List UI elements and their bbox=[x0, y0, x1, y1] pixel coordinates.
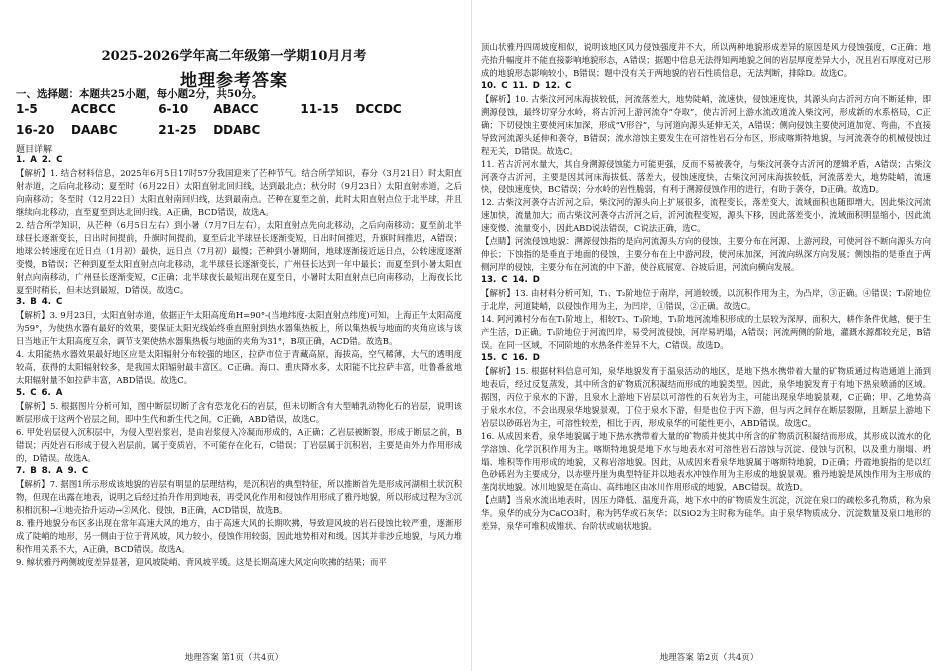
explanation-paragraph: 【解析】13. 由材料分析可知，T₁、T₂阶地位于南岸，河道较缓，以沉积作用为主，为凸岸，③正确。④错误；T₃阶地位于北岸，河道陡峭，以侵蚀作用为主，为凹岸，①错误，②正确。故选C。 bbox=[481, 288, 931, 312]
answer-line: 15. C 16. D bbox=[481, 352, 540, 363]
explanation-paragraph: 12. 古柴汶河袭夺古沂河之后，柴汶河的源头向上扩展很多，流程变长，落差变大，流域面积也随即增大，因此柴汶河流速加快，流量加大；而古柴汶河袭夺古沂河之后，沂河流程变短，源头下移，因此落差变小，流域面积明显缩小，因此流速变慢、流量变小，因此ABD说法错误，C说法正确，选C。 bbox=[481, 197, 931, 234]
answer-key-row-1 bbox=[16, 102, 438, 116]
explanation-paragraph: 4. 太阳能热水器效果最好地区应是太阳辐射分布较强的地区，拉萨市位于青藏高原，海拔高，空气稀薄，大气的透明度较高，获得的太阳辐射较多，是我国太阳辐射最丰富区。C正确。海口、重庆降水多，太阳能不比拉萨丰富，吐鲁番盆地太阳辐射量不如拉萨丰富，ABD错误。故选C。 bbox=[16, 349, 462, 386]
page-footer: 地理答案 第2页（共4页） bbox=[659, 653, 759, 663]
key-range: 1-5 bbox=[16, 102, 38, 116]
explanation-paragraph: 9. 鲸状雅丹两侧坡度差异显著，迎风坡陡峭、背风坡平缓。这是长期高速大风定向吹拂的结果；而平 bbox=[16, 556, 387, 567]
tip-paragraph: 【点睛】河流侵蚀地貌：溯源侵蚀指的是向河流源头方向的侵蚀，主要分布在河源、上游河段，可使河谷不断向源头方向伸长；下蚀指的是垂直于地面的侵蚀，主要分布在上中游河段，使河床加深，河流向纵深方向发展；侧蚀指的是垂直于两侧河岸的侵蚀，主要分布在河流的中下游，使谷底展宽、谷坡后退，河流向横向发展。 bbox=[481, 236, 931, 273]
explanation-paragraph: 【解析】1. 结合材料信息，2025年6月5日17时57分我国迎来了芒种节气。结合所学知识，春分（3月21日）时太阳直射赤道，之后向北移动；夏至时（6月22日）太阳直射北回归线，达到最北点；秋分时（9月23日）太阳直射赤道，之后向南移动；冬至时（12月22日）太阳直射南回归线，达到最南点。芒种在夏至之前，此时太阳直射点位于北半球，并且继续向北移动，直至夏至到达北回归线。A正确，BCD错误，故选A。 bbox=[16, 167, 462, 217]
explanation-paragraph: 【解析】15. 根据材料信息可知，泉华地貌发育于温泉活动的地区，是地下热水携带着大量的矿物质通过构造通道上涌到地表后，经过反复蒸发，其中所含的矿物质沉积凝结而形成的地貌类型。因此，泉华地貌发育于有地下热泉喷涌的区域。据图，丙位于泉水的下游，且泉水上游地下岩层以可溶性的石灰岩为主，可能出现泉华地貌景观，C正确；甲、乙地势高于泉水水位，不会出现泉华地貌景观，丁位于泉水下游，但是也位于丙下游，但与丙之间存在断层裂隙，且断层上游地下岩层以砂砾岩为主，可溶性较差，相比于丙，形成泉华的可能性更小，ABD错误。故选C。 bbox=[481, 365, 931, 428]
key-range: 21-25 bbox=[158, 123, 197, 137]
page-divider bbox=[471, 0, 472, 671]
key-range: 6-10 bbox=[158, 102, 189, 116]
page-footer: 地理答案 第1页（共4页） bbox=[184, 653, 284, 663]
explanations-right bbox=[481, 41, 931, 533]
explanation-paragraph: 【解析】5. 根据图片分析可知，图中断层切断了含有恐龙化石的岩层，但未切断含有大型哺乳动物化石的岩层，说明该断层形成于这两个岩层之间，即中生代和新生代之间，C正确，ABD错误，故选C。 bbox=[16, 401, 462, 425]
answer-line: 1. A 2. C bbox=[16, 155, 63, 165]
section-heading: 一、选择题：本题共25小题，每小题2分，共50分。 bbox=[16, 88, 263, 100]
detail-label: 题目详解 bbox=[16, 145, 53, 155]
exam-title: 2025-2026学年高二年级第一学期10月月考 bbox=[101, 49, 367, 64]
key-answers: ACBCC bbox=[71, 102, 116, 116]
answer-key-row-2 bbox=[16, 123, 296, 137]
key-answers: DDABC bbox=[213, 123, 261, 137]
key-answers: ABACC bbox=[213, 102, 259, 116]
answer-page-2 bbox=[475, 0, 943, 671]
explanation-paragraph: 6. 甲处岩层侵入沉积层中，为侵入型岩浆岩，是由岩浆侵入冷凝而形成的，A正确；乙岩层被断裂，形成于断层之前，B错误；丙处岩石形成于侵入岩层前，属于变质岩，不可能存在化石，C错误；丁岩层属于沉积岩，主要是由外力作用形成的，D错误。故选A。 bbox=[16, 427, 462, 463]
explanation-paragraph: 8. 雅丹地貌分布区多出现在常年高速大风的地方，由于高速大风的长期吹拂，导致迎风坡的岩石侵蚀比较严重，逐渐形成了陡峭的地形，另一侧由于位于背风坡，风力较小，侵蚀作用较弱，因此地势相对和缓。因其并非沙丘地貌，与风力堆积作用关系不大，A正确，BCD错误。故选A。 bbox=[16, 517, 462, 554]
tip-paragraph: 【点睛】当泉水流出地表时，因压力降低、温度升高，地下水中的矿物质发生沉淀，沉淀在泉口的疏松多孔物质，称为泉华。泉华的成分为CaCO3时，称为钙华或石灰华；以SiO2为主时称为硅华。由于泉华物质成分、沉淀数量及泉口地形的差异，泉华可堆积成锥状、台阶状或扇状地貌。 bbox=[481, 495, 931, 532]
explanation-paragraph: 【解析】7. 据图1所示形成该地貌的岩层有明显的层理结构，是沉积岩的典型特征，所以推断首先是形成河湖相土状沉积物，但现在出露在地表，说明之后经过抬升作用到地表，再受风化作用和侵蚀作用形成了雅丹地貌，所以形成过程为③沉积相沉积→①地壳抬升运动→②风化、侵蚀，B正确，ACD错误，故选B。 bbox=[16, 478, 462, 515]
key-range: 11-15 bbox=[300, 102, 339, 116]
answer-line: 3. B 4. C bbox=[16, 297, 63, 308]
explanations-left bbox=[16, 154, 462, 569]
explanation-paragraph: 【解析】10. 古柴汶河河床海拔较低，河流落差大，地势陡峭，流速快，侵蚀速度快，其源头向古沂河方向不断延伸，即溯源侵蚀，最终切穿分水岭，将古沂河上游河流夺“夺取”，使古沂河上游水流改道流入柴汶河，形成新的水系格局，C正确；下切侵蚀主要使河床加深，形成“V形谷”，与河道向源头延伸无关，A错误；侧向侵蚀主要使河道加宽、弯曲，不直接导致河流源头延伸和袭夺，B错误；流水溶蚀主要发生在可溶性岩石分布区，形成喀斯特地貌，与河流袭夺的机械侵蚀过程无关，D错误。故选C。 bbox=[481, 93, 931, 156]
explanation-paragraph: 2. 结合所学知识，从芒种（6月5日左右）到小暑（7月7日左右），太阳直射点先向北移动，之后向南移动；夏至前北半球昼长逐渐变长，日出时间提前，升旗时间提前，夏至后北半球昼长逐渐变短，日出时间推迟，升旗时间推迟，A错误；地球公转速度在近日点（1月初）最快，远日点（7月初）最慢；芒种到小暑期间，地球逐渐接近远日点，公转速度逐渐变慢，B错误；芒种到夏至太阳直射点向北移动，北半球昼长逐渐变长，广州昼长达到一年中最长；而夏至到小暑太阳直射点向南移动，广州昼长逐渐变短，C正确；北半球夜长最短出现在夏至日，小暑时太阳直射点已向南移动，上海夜长比夏至时稍长，但未达到最短，D错误。故选C。 bbox=[16, 219, 462, 295]
answer-line: 13. C 14. D bbox=[481, 275, 540, 286]
answer-page-1 bbox=[0, 0, 468, 671]
key-answers: DCCDC bbox=[355, 102, 402, 116]
answer-line: 10. C 11. D 12. C bbox=[481, 80, 572, 91]
key-range: 16-20 bbox=[16, 123, 55, 137]
explanation-paragraph: 11. 若古沂河水量大，其自身溯源侵蚀能力可能更强，反而不易被袭夺，与柴汶河袭夺古沂河的逻辑矛盾，A错误；古柴汶河袭夺古沂河，主要是因其河床海拔低、落差大，侵蚀速度快，古柴汶河河床海拔较低，河流落差大，地势陡峭，流速快，侵蚀速度快，BC错误；分水岭的岩性脆弱，有利于溯源侵蚀作用的进行，有助于袭夺，D正确。故选D。 bbox=[481, 158, 931, 195]
explanation-paragraph: 16. 从成因来看，泉华地貌属于地下热水携带着大量的矿物质并使其中所含的矿物质沉积凝结而形成，其形成以流水的化学溶蚀、化学沉积作用为主。喀斯特地貌是地下水与地表水对可溶性岩石溶蚀与沉淀、侵蚀与沉积，以及重力崩塌、坍塌、堆积等作用形成的地貌，又称岩溶地貌。因此，从成因来看泉华地貌属于喀斯特地貌，D正确；丹霞地貌指的是以红色砂砾岩为主要成分，以赤壁丹崖为典型特征并以地表水冲蚀作用为主形成的地貌景观。雅丹地貌是风蚀作用为主形成的垄岗状地貌。冰川地貌是在高山、高纬地区由冰川作用形成的地貌，ABC错误。故选D。 bbox=[481, 430, 931, 493]
explanation-paragraph: 【解析】3. 9月23日，太阳直射赤道，依据正午太阳高度角H=90°-(当地纬度-太阳直射点纬度)可知，上海正午太阳高度为59°，为使热水器有最好的效果，要保证太阳光线始终垂直照射到热水器集热板上，所以集热板与地面的夹角应该与该日当地正午太阳高度互余，调节支架使热水器集热板与地面的夹角为31°，B项正确，ACD错。故选B。 bbox=[16, 310, 462, 347]
explanation-paragraph: 14. 阿河滩村分布在T₁阶地上，相较T₂、T₃阶地，T₁阶地河流堆积形成的土层较为深厚，面积大，耕作条件优越，便于生产生活，D正确。T₁阶地位于河流凹岸，易受河流侵蚀，河岸易坍塌，A错误；河流两侧的阶地，灌溉水源都较充足，B错误。在同一区域，不同阶地的水热条件差异不大，C错误。故选D。 bbox=[481, 314, 931, 350]
answer-line: 5. C 6. A bbox=[16, 388, 63, 399]
explanation-paragraph: 顶山状雅丹四周坡度相似，说明该地区风力侵蚀强度并不大，所以两种地貌形成差异的原因是风力侵蚀强度，C正确；地壳抬升幅度并不能直接影响地貌形态，A错误；据题中信息无法得知两地貌之间的岩层厚度差异大小，况且岩石厚度对已形成的地貌形态影响较小，B错误；题中没有关于两地貌的岩石性质信息，无法判断，排除D。故选C。 bbox=[481, 42, 931, 78]
page-title: 地理参考答案 bbox=[180, 71, 288, 91]
answer-line: 7. B 8. A 9. C bbox=[16, 465, 89, 476]
key-answers: DAABC bbox=[71, 123, 118, 137]
